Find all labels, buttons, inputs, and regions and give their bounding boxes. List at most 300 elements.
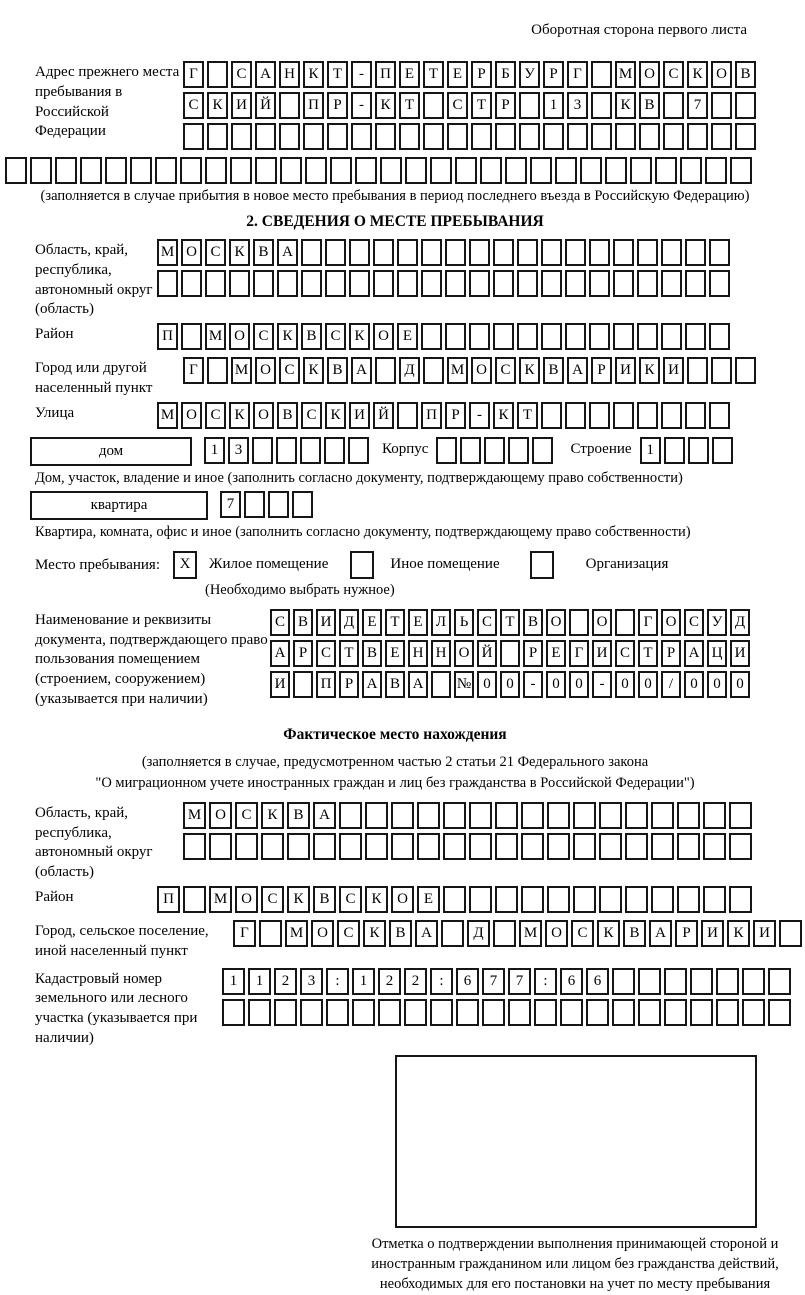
char-box[interactable] [508,999,531,1026]
char-box[interactable]: В [735,61,756,88]
char-box[interactable] [469,886,492,913]
char-box[interactable] [711,357,732,384]
char-box[interactable] [677,802,700,829]
char-box[interactable] [391,802,414,829]
char-box[interactable] [638,968,661,995]
char-box[interactable] [586,999,609,1026]
char-box[interactable]: К [363,920,386,947]
char-box[interactable]: В [385,671,405,698]
char-box[interactable] [493,270,514,297]
char-box[interactable] [469,802,492,829]
char-box[interactable]: С [253,323,274,350]
char-box[interactable] [687,123,708,150]
char-box[interactable]: Н [279,61,300,88]
char-box[interactable] [615,609,635,636]
char-box[interactable]: 0 [569,671,589,698]
char-box[interactable] [493,239,514,266]
char-box[interactable] [625,886,648,913]
char-box[interactable]: / [661,671,681,698]
char-box[interactable]: О [373,323,394,350]
char-box[interactable] [709,402,730,429]
char-box[interactable] [508,437,529,464]
char-box[interactable] [471,123,492,150]
char-box[interactable] [252,437,273,464]
char-box[interactable] [460,437,481,464]
char-box[interactable]: В [301,323,322,350]
char-box[interactable]: К [303,61,324,88]
char-box[interactable]: С [571,920,594,947]
char-box[interactable] [417,802,440,829]
char-box[interactable] [599,833,622,860]
char-box[interactable]: № [454,671,474,698]
char-box[interactable] [399,123,420,150]
char-box[interactable] [209,833,232,860]
char-box[interactable] [181,270,202,297]
char-box[interactable]: О [592,609,612,636]
char-box[interactable] [664,437,685,464]
char-box[interactable] [663,92,684,119]
char-box[interactable]: 3 [567,92,588,119]
char-box[interactable] [445,239,466,266]
char-box[interactable] [573,886,596,913]
char-box[interactable]: А [351,357,372,384]
char-box[interactable] [655,157,677,184]
char-box[interactable] [685,270,706,297]
char-box[interactable]: С [270,609,290,636]
char-box[interactable] [705,157,727,184]
char-box[interactable]: К [615,92,636,119]
char-box[interactable]: И [753,920,776,947]
char-box[interactable]: Б [495,61,516,88]
char-box[interactable]: 7 [220,491,241,518]
char-box[interactable]: Р [543,61,564,88]
char-box[interactable]: Е [397,323,418,350]
char-box[interactable] [565,402,586,429]
char-box[interactable]: С [279,357,300,384]
char-box[interactable]: П [375,61,396,88]
char-box[interactable]: 1 [543,92,564,119]
char-box[interactable]: Г [233,920,256,947]
char-box[interactable]: О [235,886,258,913]
char-box[interactable] [495,123,516,150]
char-box[interactable]: П [157,323,178,350]
char-box[interactable]: 1 [640,437,661,464]
char-box[interactable]: С [477,609,497,636]
char-box[interactable] [305,157,327,184]
char-box[interactable] [180,157,202,184]
char-box[interactable] [325,270,346,297]
char-box[interactable] [495,886,518,913]
char-box[interactable] [339,802,362,829]
char-box[interactable]: О [546,609,566,636]
char-box[interactable]: В [523,609,543,636]
char-box[interactable]: Р [293,640,313,667]
char-box[interactable] [447,123,468,150]
char-box[interactable]: 6 [560,968,583,995]
char-box[interactable] [207,357,228,384]
char-box[interactable] [589,270,610,297]
char-box[interactable] [729,886,752,913]
char-box[interactable]: Е [385,640,405,667]
char-box[interactable]: В [327,357,348,384]
char-box[interactable]: 3 [300,968,323,995]
char-box[interactable]: Р [591,357,612,384]
char-box[interactable] [349,239,370,266]
char-box[interactable] [521,802,544,829]
char-box[interactable]: К [639,357,660,384]
char-box[interactable] [521,886,544,913]
char-box[interactable] [292,491,313,518]
char-box[interactable]: С [205,402,226,429]
char-box[interactable] [709,270,730,297]
char-box[interactable]: С [231,61,252,88]
char-box[interactable]: К [277,323,298,350]
char-box[interactable] [661,402,682,429]
char-box[interactable]: К [287,886,310,913]
char-box[interactable] [703,886,726,913]
char-box[interactable]: В [362,640,382,667]
char-box[interactable] [207,123,228,150]
char-box[interactable] [589,402,610,429]
char-box[interactable] [712,437,733,464]
char-box[interactable] [638,999,661,1026]
char-box[interactable]: К [519,357,540,384]
char-box[interactable] [519,92,540,119]
char-box[interactable] [615,123,636,150]
char-box[interactable]: 7 [482,968,505,995]
char-box[interactable]: Г [183,357,204,384]
char-box[interactable] [677,833,700,860]
char-box[interactable] [495,802,518,829]
char-box[interactable] [613,239,634,266]
char-box[interactable]: С [183,92,204,119]
char-box[interactable] [651,886,674,913]
char-box[interactable] [495,833,518,860]
char-box[interactable] [555,157,577,184]
char-box[interactable]: А [270,640,290,667]
char-box[interactable] [352,999,375,1026]
char-box[interactable]: Т [638,640,658,667]
char-box[interactable]: 0 [477,671,497,698]
char-box[interactable]: О [639,61,660,88]
char-box[interactable]: Ц [707,640,727,667]
char-box[interactable]: О [545,920,568,947]
char-box[interactable] [580,157,602,184]
char-box[interactable]: О [181,239,202,266]
char-box[interactable] [436,437,457,464]
char-box[interactable] [573,802,596,829]
char-box[interactable] [541,323,562,350]
char-box[interactable]: К [325,402,346,429]
char-box[interactable]: И [316,609,336,636]
char-box[interactable] [709,323,730,350]
char-box[interactable]: О [391,886,414,913]
char-box[interactable] [365,833,388,860]
char-box[interactable]: П [303,92,324,119]
char-box[interactable] [664,999,687,1026]
char-box[interactable]: В [623,920,646,947]
char-box[interactable]: О [181,402,202,429]
char-box[interactable] [324,437,345,464]
char-box[interactable] [373,270,394,297]
char-box[interactable] [244,491,265,518]
checkbox-zhiloe-pomeshchenie[interactable]: X [173,551,197,579]
char-box[interactable] [183,123,204,150]
char-box[interactable]: Й [373,402,394,429]
char-box[interactable] [651,802,674,829]
char-box[interactable] [455,157,477,184]
char-box[interactable] [280,157,302,184]
char-box[interactable]: О [229,323,250,350]
char-box[interactable] [431,671,451,698]
char-box[interactable]: Е [546,640,566,667]
char-box[interactable] [637,270,658,297]
char-box[interactable] [349,270,370,297]
char-box[interactable]: С [316,640,336,667]
char-box[interactable]: М [183,802,206,829]
char-box[interactable] [421,239,442,266]
char-box[interactable]: Н [408,640,428,667]
char-box[interactable]: С [339,886,362,913]
char-box[interactable] [729,833,752,860]
char-box[interactable]: В [639,92,660,119]
char-box[interactable]: С [205,239,226,266]
char-box[interactable]: И [615,357,636,384]
char-box[interactable]: Р [523,640,543,667]
char-box[interactable] [625,833,648,860]
char-box[interactable] [421,323,442,350]
char-box[interactable] [637,323,658,350]
char-box[interactable]: - [351,61,372,88]
checkbox-organizatsiya[interactable] [530,551,554,579]
char-box[interactable]: 0 [546,671,566,698]
char-box[interactable]: Р [339,671,359,698]
char-box[interactable]: А [362,671,382,698]
char-box[interactable] [105,157,127,184]
char-box[interactable]: : [534,968,557,995]
char-box[interactable] [445,323,466,350]
char-box[interactable] [480,157,502,184]
char-box[interactable] [530,157,552,184]
char-box[interactable]: 2 [378,968,401,995]
char-box[interactable]: М [447,357,468,384]
char-box[interactable]: С [684,609,704,636]
char-box[interactable]: 0 [615,671,635,698]
char-box[interactable] [591,61,612,88]
char-box[interactable] [277,270,298,297]
char-box[interactable]: Л [431,609,451,636]
char-box[interactable]: С [235,802,258,829]
char-box[interactable] [80,157,102,184]
char-box[interactable] [287,833,310,860]
char-box[interactable] [500,640,520,667]
char-box[interactable]: И [701,920,724,947]
char-box[interactable] [599,886,622,913]
char-box[interactable] [183,833,206,860]
char-box[interactable]: Г [638,609,658,636]
char-box[interactable] [30,157,52,184]
char-box[interactable]: О [454,640,474,667]
char-box[interactable]: К [687,61,708,88]
char-box[interactable] [560,999,583,1026]
char-box[interactable] [517,239,538,266]
char-box[interactable] [716,968,739,995]
char-box[interactable]: В [313,886,336,913]
char-box[interactable] [482,999,505,1026]
char-box[interactable]: В [277,402,298,429]
char-box[interactable] [205,157,227,184]
char-box[interactable] [493,323,514,350]
char-box[interactable] [661,323,682,350]
char-box[interactable]: Е [447,61,468,88]
char-box[interactable] [380,157,402,184]
char-box[interactable]: 7 [508,968,531,995]
char-box[interactable] [599,802,622,829]
char-box[interactable]: С [663,61,684,88]
char-box[interactable] [735,92,756,119]
char-box[interactable] [326,999,349,1026]
char-box[interactable] [612,968,635,995]
char-box[interactable]: У [519,61,540,88]
char-box[interactable] [519,123,540,150]
char-box[interactable] [300,437,321,464]
char-box[interactable]: С [325,323,346,350]
char-box[interactable] [268,491,289,518]
char-box[interactable] [532,437,553,464]
char-box[interactable]: 7 [687,92,708,119]
char-box[interactable]: О [255,357,276,384]
char-box[interactable]: - [592,671,612,698]
char-box[interactable] [397,402,418,429]
char-box[interactable] [651,833,674,860]
char-box[interactable]: В [389,920,412,947]
char-box[interactable]: Т [327,61,348,88]
char-box[interactable] [589,323,610,350]
char-box[interactable] [711,123,732,150]
char-box[interactable]: Р [675,920,698,947]
char-box[interactable]: Ь [454,609,474,636]
char-box[interactable]: Р [445,402,466,429]
char-box[interactable]: 0 [684,671,704,698]
char-box[interactable] [663,123,684,150]
char-box[interactable] [259,920,282,947]
char-box[interactable] [547,886,570,913]
char-box[interactable] [207,61,228,88]
char-box[interactable]: Й [477,640,497,667]
char-box[interactable] [230,157,252,184]
char-box[interactable] [375,357,396,384]
char-box[interactable] [573,833,596,860]
char-box[interactable] [605,157,627,184]
char-box[interactable]: 2 [274,968,297,995]
char-box[interactable] [456,999,479,1026]
char-box[interactable] [293,671,313,698]
char-box[interactable] [613,402,634,429]
char-box[interactable] [397,239,418,266]
char-box[interactable]: - [523,671,543,698]
char-box[interactable]: С [301,402,322,429]
char-box[interactable] [625,802,648,829]
char-box[interactable] [567,123,588,150]
char-box[interactable] [709,239,730,266]
char-box[interactable]: Д [730,609,750,636]
char-box[interactable]: К [261,802,284,829]
char-box[interactable] [327,123,348,150]
char-box[interactable]: Т [500,609,520,636]
char-box[interactable] [274,999,297,1026]
char-box[interactable]: 1 [222,968,245,995]
char-box[interactable] [430,999,453,1026]
char-box[interactable] [716,999,739,1026]
char-box[interactable] [505,157,527,184]
char-box[interactable] [417,833,440,860]
char-box[interactable]: - [351,92,372,119]
char-box[interactable] [493,920,516,947]
char-box[interactable] [637,239,658,266]
char-box[interactable] [405,157,427,184]
char-box[interactable] [680,157,702,184]
char-box[interactable]: Т [339,640,359,667]
char-box[interactable]: С [261,886,284,913]
char-box[interactable]: Д [339,609,359,636]
char-box[interactable] [183,886,206,913]
char-box[interactable] [742,968,765,995]
char-box[interactable]: И [231,92,252,119]
char-box[interactable]: В [543,357,564,384]
char-box[interactable] [688,437,709,464]
char-box[interactable]: : [326,968,349,995]
char-box[interactable] [779,920,802,947]
char-box[interactable]: О [311,920,334,947]
char-box[interactable]: А [415,920,438,947]
char-box[interactable] [687,357,708,384]
char-box[interactable]: Р [495,92,516,119]
char-box[interactable] [690,968,713,995]
char-box[interactable] [690,999,713,1026]
char-box[interactable] [181,323,202,350]
char-box[interactable]: Д [399,357,420,384]
char-box[interactable]: Г [567,61,588,88]
char-box[interactable]: 1 [248,968,271,995]
char-box[interactable]: К [303,357,324,384]
char-box[interactable]: А [684,640,704,667]
char-box[interactable] [303,123,324,150]
char-box[interactable] [661,270,682,297]
char-box[interactable] [397,270,418,297]
char-box[interactable] [255,123,276,150]
char-box[interactable] [445,270,466,297]
char-box[interactable] [484,437,505,464]
char-box[interactable] [613,323,634,350]
char-box[interactable]: К [229,402,250,429]
char-box[interactable] [443,833,466,860]
char-box[interactable]: М [231,357,252,384]
char-box[interactable] [534,999,557,1026]
char-box[interactable] [130,157,152,184]
char-box[interactable]: В [287,802,310,829]
char-box[interactable] [441,920,464,947]
char-box[interactable]: У [707,609,727,636]
char-box[interactable] [591,92,612,119]
char-box[interactable] [735,123,756,150]
char-box[interactable]: И [270,671,290,698]
char-box[interactable] [205,270,226,297]
char-box[interactable]: А [255,61,276,88]
char-box[interactable] [521,833,544,860]
char-box[interactable]: А [277,239,298,266]
char-box[interactable]: 6 [456,968,479,995]
char-box[interactable] [735,357,756,384]
